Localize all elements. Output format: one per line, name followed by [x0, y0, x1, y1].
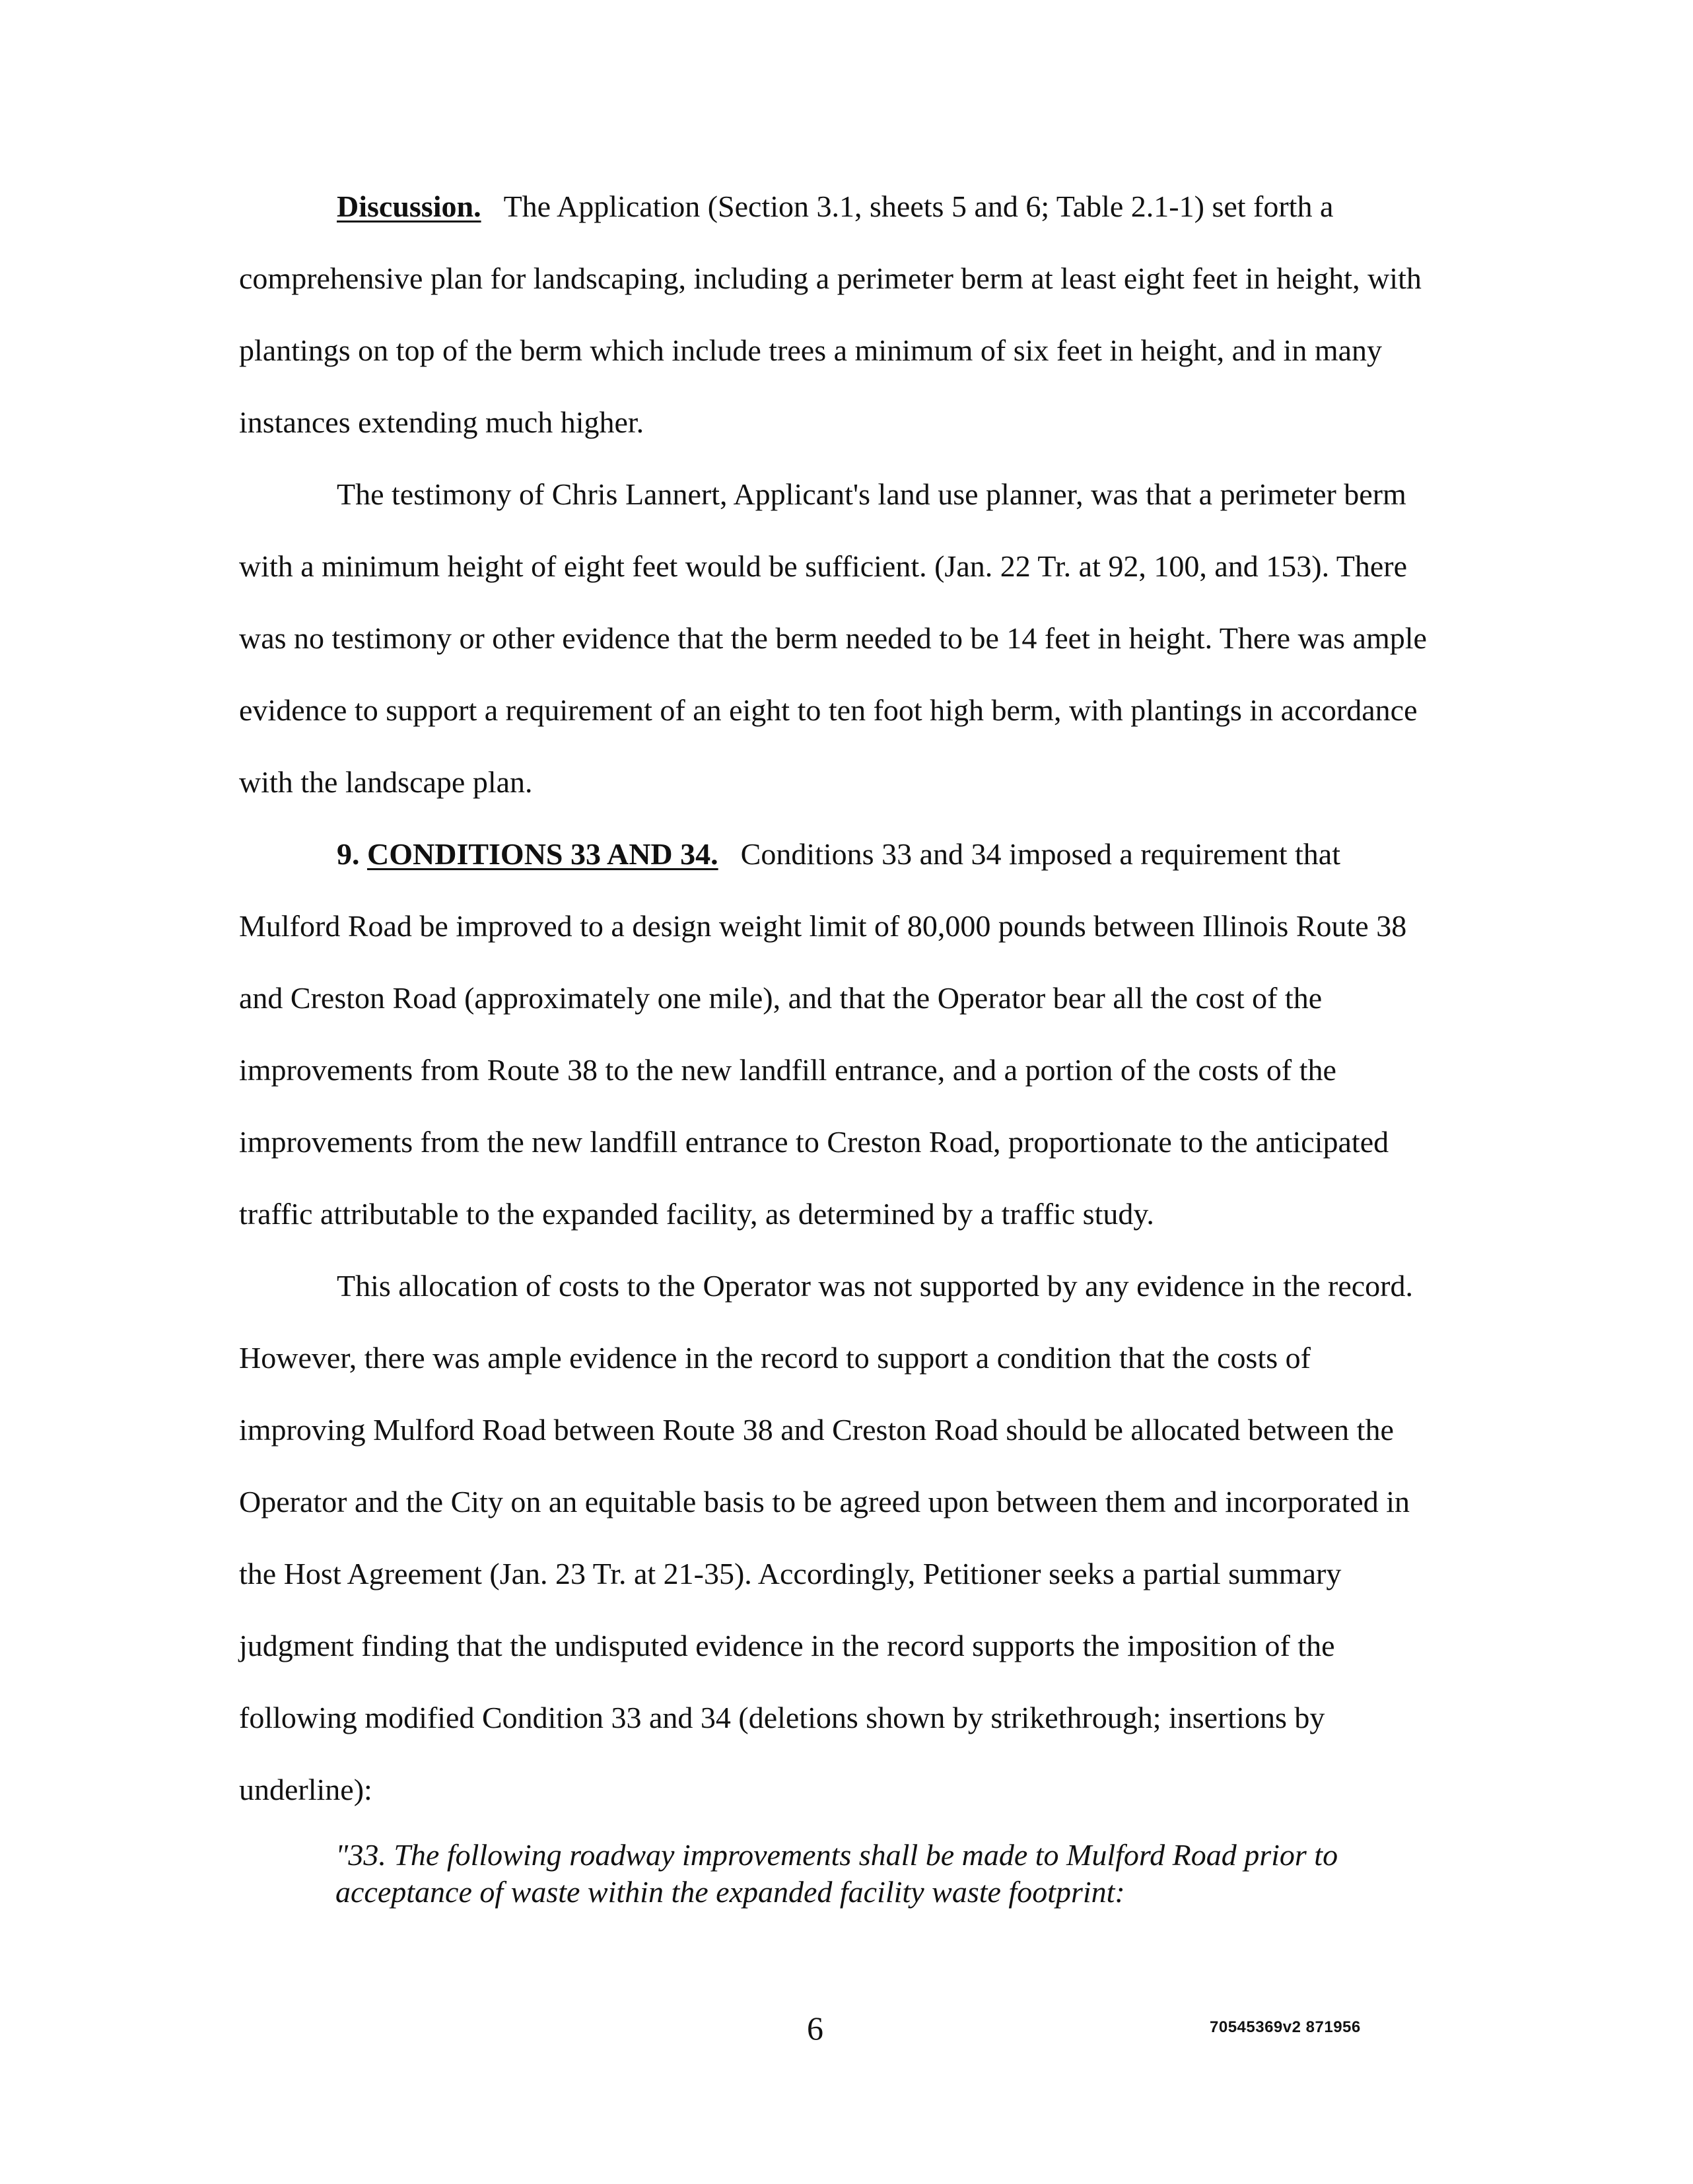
- section-9-paragraph-1: [239, 818, 1428, 1250]
- document-id: 70545369v2 871956: [1210, 2018, 1361, 2036]
- discussion-heading: Discussion.: [337, 189, 481, 223]
- condition-33-quote: [335, 1837, 1425, 1911]
- section-9-number: 9.: [337, 837, 360, 871]
- discussion-paragraph-1: [239, 170, 1428, 458]
- document-body: [239, 170, 1428, 1826]
- section-9-heading: CONDITIONS 33 AND 34.: [367, 837, 718, 871]
- discussion-paragraph-2: The testimony of Chris Lannert, Applicant's land use planner, was that a perimeter berm with a minimum height of eight feet would be sufficient. (Jan. 22 Tr. at 92, 100, and 153). There was no testimony or other evidence that the berm needed to be 14 feet in height. There was ample evidence to support a requirement of an eight to ten foot high berm, with plantings in accordance with the landscape plan.: [239, 477, 1427, 799]
- section-9-paragraph-1-text: Conditions 33 and 34 imposed a requirement that Mulford Road be improved to a design weight limit of 80,000 pounds between Illinois Route 38 and Creston Road (approximately one mile), and that the Operator bear all the cost of the improvements from Route 38 to the new landfill entrance, and a portion of the costs of the improvements from the new landfill entrance to Creston Road, proportionate to the anticipated traffic attributable to the expanded facility, as determined by a traffic study.: [239, 837, 1407, 1231]
- discussion-paragraph-1-text: The Application (Section 3.1, sheets 5 and 6; Table 2.1-1) set forth a comprehensive plan for landscaping, including a perimeter berm at least eight feet in height, with plantings on top of the berm which include trees a minimum of six feet in height, and in many instances extending much higher.: [239, 189, 1422, 439]
- condition-33-quote-text: "33. The following roadway improvements shall be made to Mulford Road prior to acceptance of waste within the expanded facility waste footprint:: [335, 1838, 1338, 1909]
- page-number: 6: [807, 2010, 823, 2047]
- section-9-paragraph-2: This allocation of costs to the Operator was not supported by any evidence in the record. However, there was ample evidence in the record to support a condition that the costs of improving Mulford Road between Route 38 and Creston Road should be allocated between the Operator and the City on an equitable basis to be agreed upon between them and incorporated in the Host Agreement (Jan. 23 Tr. at 21-35). Accordingly, Petitioner seeks a partial summary judgment finding that the undisputed evidence in the record supports the imposition of the following modified Condition 33 and 34 (deletions shown by strikethrough; insertions by underline):: [239, 1269, 1413, 1806]
